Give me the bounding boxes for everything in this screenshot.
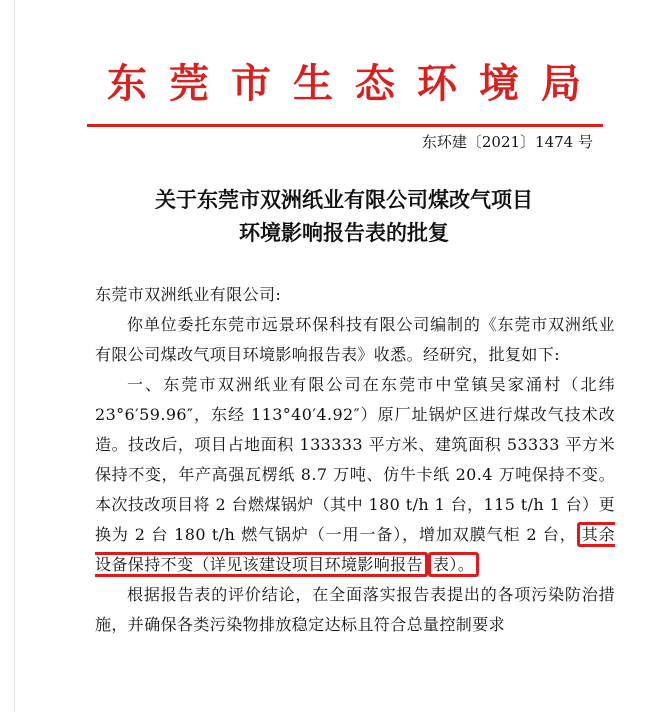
document-body: [95, 280, 615, 640]
document-page: [14, 0, 672, 712]
salutation: 东莞市双洲纸业有限公司:: [95, 285, 282, 304]
paragraph-2: [95, 370, 615, 580]
title-line-1: 关于东莞市双洲纸业有限公司煤改气项目: [155, 187, 533, 212]
highlighted-text-2: 表）。: [428, 552, 479, 577]
paragraph-1: 你单位委托东莞市远景环保科技有限公司编制的《东莞市双洲纸业有限公司煤改气项目环境影响报告表》收悉。经研究，批复如下:: [95, 315, 615, 364]
title-line-2: 环境影响报告表的批复: [239, 220, 449, 245]
document-number: 东环建〔2021〕1474 号: [421, 133, 593, 151]
header-divider: [87, 124, 603, 127]
paragraph-2-text: 一、东莞市双洲纸业有限公司在东莞市中堂镇吴家涌村（北纬 23°6′59.96″，东经 113°40′4.92″）原厂址锅炉区进行煤改气技术改造。技改后，项目占地面积 133333 平方米、建筑面积 53333 平方米保持不变，年产高强瓦楞纸 8.7 万吨、仿牛卡纸 20.4 万吨保持不变。本次技改项目将 2 台燃煤锅炉（其中 180 t/h 1 台，115 t/h 1 台）更换为 2 台 180 t/h 燃气锅炉（一用一备），增加双膜气柜 2 台，: [95, 375, 615, 544]
document-title: [15, 183, 672, 249]
paragraph-3: 根据报告表的评价结论，在全面落实报告表提出的各项污染防治措施，并确保各类污染物排放稳定达标且符合总量控制要求: [95, 585, 615, 634]
highlighted-text-1: 其余设备保持不变（详见该建设项目环境影响报告: [95, 522, 615, 577]
agency-header: 东莞市生态环境局: [107, 61, 603, 107]
